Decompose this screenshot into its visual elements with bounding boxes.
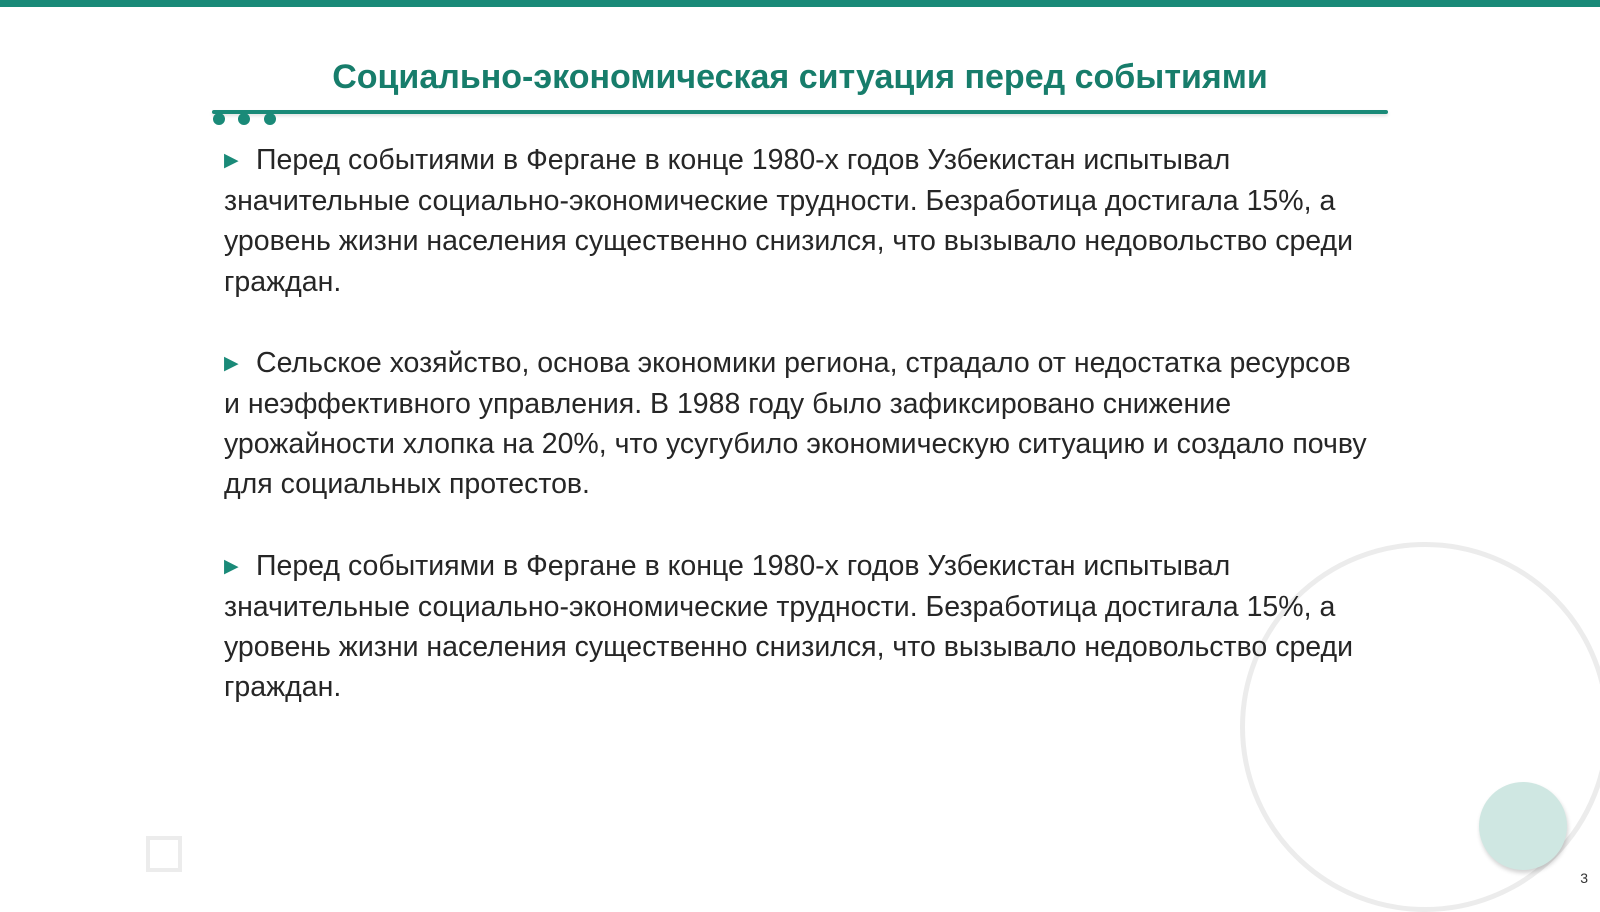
bullet-list	[224, 140, 1374, 748]
paragraph-text: Перед событиями в Фергане в конце 1980-х годов Узбекистан испытывал значительные социально-экономические трудности. Безработица достигала 15%, а уровень жизни населения существенно снизился, что вызывало недовольство среди граждан.	[224, 549, 1354, 704]
triangle-right-icon: ▶	[224, 555, 239, 577]
title-underline	[212, 110, 1388, 114]
decorative-dot	[238, 113, 250, 125]
decorative-dot	[264, 113, 276, 125]
bullet-paragraph	[224, 546, 1374, 708]
paragraph-text: Перед событиями в Фергане в конце 1980-х годов Узбекистан испытывал значительные социально-экономические трудности. Безработица достигала 15%, а уровень жизни населения существенно снизился, что вызывало недовольство среди граждан.	[224, 144, 1354, 298]
decorative-square	[146, 836, 182, 872]
bullet-paragraph	[224, 140, 1374, 302]
triangle-right-icon: ▶	[224, 150, 239, 171]
decorative-circle	[1479, 782, 1567, 870]
bullet-paragraph	[224, 343, 1374, 505]
triangle-right-icon: ▶	[224, 352, 239, 374]
page-number: 3	[1580, 870, 1588, 886]
slide-title: Социально-экономическая ситуация перед событиями	[332, 58, 1268, 96]
paragraph-text: Сельское хозяйство, основа экономики региона, страдало от недостатка ресурсов и неэффективного управления. В 1988 году было зафиксировано снижение урожайности хлопка на 20%, что усугубило экономическую ситуацию и создало почву для социальных протестов.	[224, 346, 1367, 501]
top-accent-bar	[0, 0, 1600, 7]
decorative-dot	[213, 113, 225, 125]
